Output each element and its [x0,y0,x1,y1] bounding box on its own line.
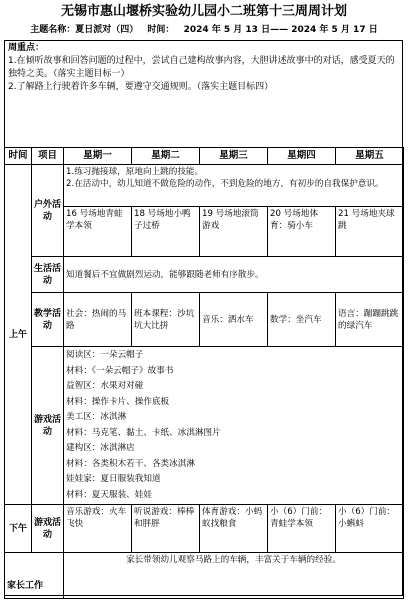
morning-label: 上午 [5,165,32,505]
col-header-time: 时间 [5,148,32,165]
list-item: 材料：《一朵云帽子》故事书 [66,365,174,376]
outdoor-tuesday: 18 号场地小鸭子过桥 [132,207,200,257]
home-label: 家长工作 [5,553,64,599]
list-item: 材料：夏天服装、娃娃 [66,489,152,500]
plan-table [4,147,404,599]
play-label: 游戏活动 [32,347,64,505]
teaching-row [5,293,404,347]
teaching-thursday: 数学：坐汽车 [268,293,336,347]
subtitle [0,24,408,36]
afternoon-wednesday: 体育游戏：小蚂蚁找粮食 [200,505,268,553]
theme-label: 主题名称：夏日派对（四） [30,25,139,35]
col-header-tuesday: 星期二 [132,148,200,165]
afternoon-thursday: 小（6）门前：青蛙学本领 [268,505,336,553]
teaching-friday: 语言：蹦蹦跳跳的绿汽车 [336,293,404,347]
focus-heading: 周重点： [8,43,45,53]
list-item: 阅读区：一朵云帽子 [66,350,144,360]
afternoon-friday: 小（6）门前：小蝌蚪 [336,505,404,553]
outdoor-common-row [5,165,404,207]
outdoor-monday: 16 号场地青蛙学本领 [64,207,132,257]
teaching-monday: 社会：热闹的马路 [64,293,132,347]
list-item: 材料：各类积木若干、各类冰淇淋 [66,458,195,469]
table-header-row [5,148,404,165]
teaching-wednesday: 音乐：洒水车 [200,293,268,347]
list-item: 材料：马克笔、黏土、卡纸、冰淇淋图片 [66,427,221,438]
time-label: 时间： [147,25,175,35]
home-text: 家长带领幼儿观察马路上的车辆，丰富关于车辆的经验。 [64,553,404,599]
time-value: 2024 年 5 月 13 日—— 2024 年 5 月 17 日 [183,25,378,35]
afternoon-label: 下午 [5,505,32,553]
play-content [64,347,404,505]
col-header-friday: 星期五 [336,148,404,165]
afternoon-play-label: 游戏活动 [32,505,64,553]
list-item: 材料：操作卡片、操作底板 [66,396,170,407]
list-item: 娃娃家：夏日服装我知道 [66,474,161,484]
col-header-monday: 星期一 [64,148,132,165]
focus-item: 1.在倾听故事和回答问题的过程中，尝试自己建构故事内容，大胆讲述故事中的对话，感受夏天的独特之美。（落实主题目标一） [8,56,395,79]
outdoor-days-row [5,207,404,257]
focus-item: 2.了解路上行驶着许多车辆，要遵守交通规则。（落实主题目标四） [8,82,274,92]
outdoor-friday: 21 号场地夹球跳 [336,207,404,257]
page-title: 无锡市惠山堰桥实验幼儿园小二班第十三周周计划 [60,4,347,19]
teaching-tuesday: 班本课程：沙坑坑大比拼 [132,293,200,347]
list-item: 益智区：水果对对碰 [66,381,144,391]
list-item: 建构区：冰淇淋店 [66,443,135,453]
afternoon-row [5,505,404,553]
list-item: 美工区：冰淇淋 [66,412,127,422]
life-text: 知道餐后不宜做剧烈运动，能够跟随老师有序散步。 [64,257,404,293]
weekly-focus [4,40,403,148]
outdoor-wednesday: 19 号场地滚筒游戏 [200,207,268,257]
life-label: 生活活动 [32,257,64,293]
afternoon-tuesday: 听说游戏：棒棒和胖胖 [132,505,200,553]
outdoor-thursday: 20 号场地体育：骑小车 [268,207,336,257]
life-row [5,257,404,293]
play-row [5,347,404,505]
outdoor-common: 1.练习抛接球，原地向上跳的技能。 2.在活动中，幼儿知道不做危险的动作，不到危险的地方，有初步的自我保护意识。 [64,165,404,207]
col-header-item: 项目 [32,148,64,165]
teaching-label: 教学活动 [32,293,64,347]
afternoon-monday: 音乐游戏：火车飞快 [64,505,132,553]
col-header-wednesday: 星期三 [200,148,268,165]
outdoor-label: 户外活动 [32,165,64,257]
col-header-thursday: 星期四 [268,148,336,165]
home-row [5,553,404,599]
